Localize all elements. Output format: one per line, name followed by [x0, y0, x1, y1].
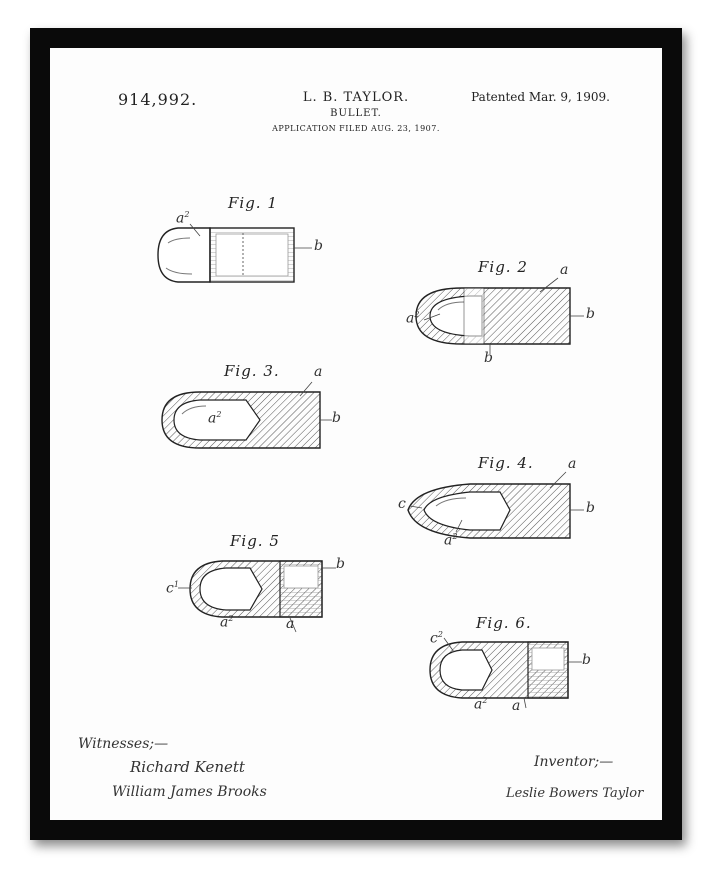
label-a: a [568, 456, 577, 472]
witness-signature-1: Richard Kenett [130, 758, 245, 776]
figure-3-drawing [162, 392, 320, 448]
figure-1-caption: Fig. 1 [228, 194, 278, 212]
label-a2: $a^2$ [444, 532, 458, 549]
figure-5-caption: Fig. 5 [230, 532, 280, 550]
picture-frame [30, 28, 682, 840]
patent-drawings [50, 48, 662, 820]
patent-sheet [50, 48, 662, 820]
figure-4-drawing [408, 484, 570, 538]
label-a2: $a^2$ [474, 696, 488, 713]
label-a: a [560, 262, 569, 278]
filing-date: APPLICATION FILED AUG. 23, 1907. [272, 124, 440, 133]
figure-5-drawing [190, 561, 322, 617]
patent-date: Patented Mar. 9, 1909. [471, 90, 610, 104]
witness-signature-2: William James Brooks [112, 784, 267, 800]
patent-number: 914,992. [118, 90, 198, 109]
label-a2: $a^2$ [208, 410, 222, 427]
label-b: b [336, 556, 345, 572]
inventor-signature: Leslie Bowers Taylor [506, 786, 644, 801]
label-a: a [314, 364, 323, 380]
label-a2: $a^2$ [406, 310, 420, 327]
figure-3-caption: Fig. 3. [224, 362, 280, 380]
inventor-label: Inventor;— [534, 754, 614, 770]
figure-2-drawing [416, 288, 570, 344]
label-b: b [582, 652, 591, 668]
figure-6-drawing [430, 642, 568, 698]
label-c2: $c^2$ [430, 630, 443, 647]
label-a: a [286, 616, 295, 632]
label-c: c [398, 496, 406, 512]
label-b: b [332, 410, 341, 426]
label-b: b [484, 350, 493, 366]
figure-6-caption: Fig. 6. [476, 614, 532, 632]
figure-1-drawing [158, 228, 294, 282]
label-a: a [512, 698, 521, 714]
label-a2: $a^2$ [176, 210, 190, 227]
inventor-name: L. B. TAYLOR. [302, 90, 410, 105]
figure-2-caption: Fig. 2 [478, 258, 528, 276]
label-b: b [586, 306, 595, 322]
figure-4-caption: Fig. 4. [478, 454, 534, 472]
witnesses-label: Witnesses;— [78, 736, 169, 752]
label-c1: $c^1$ [166, 580, 179, 597]
label-b: b [586, 500, 595, 516]
label-a2: $a^2$ [220, 614, 234, 631]
patent-title: BULLET. [330, 108, 382, 119]
label-b: b [314, 238, 323, 254]
